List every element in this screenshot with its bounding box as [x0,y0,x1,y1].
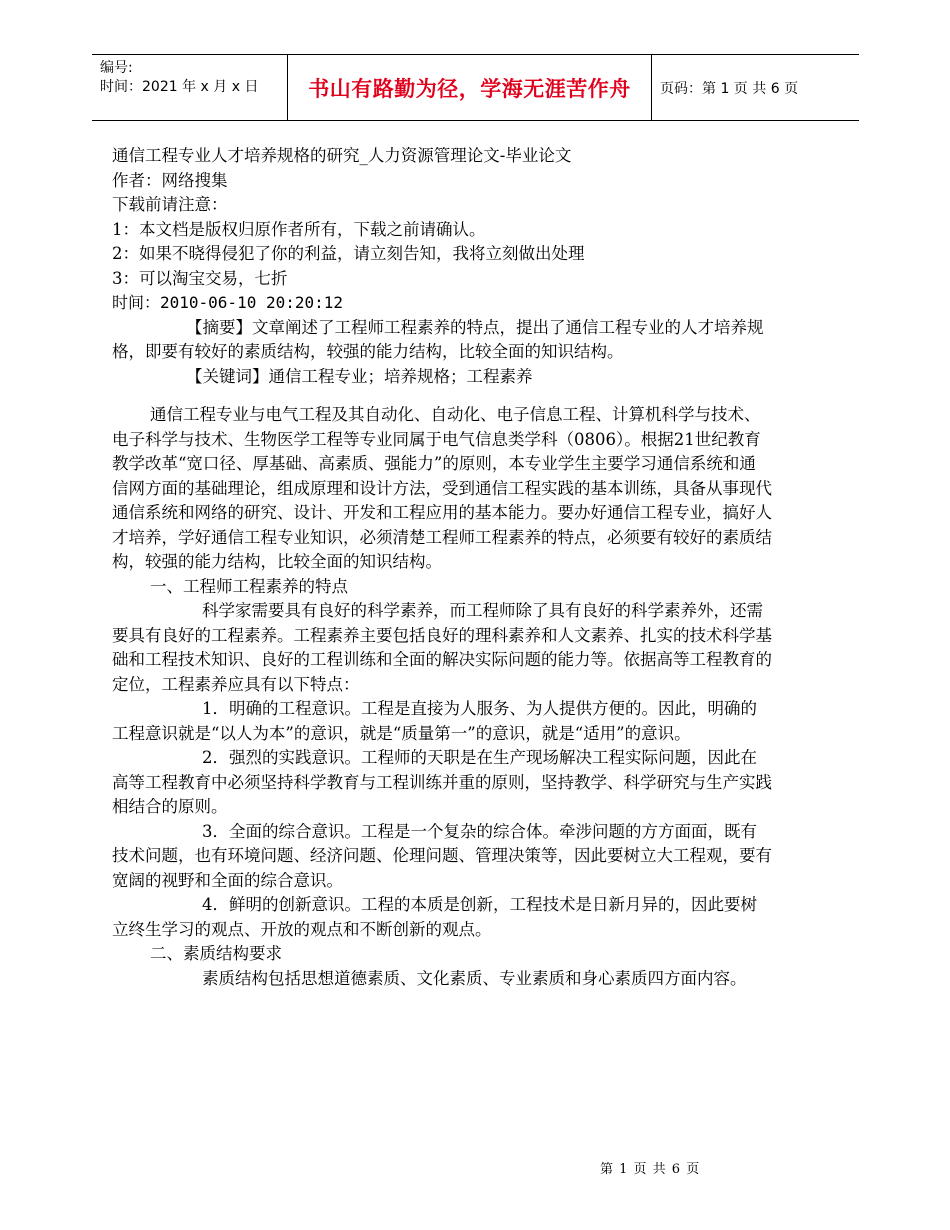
notice-heading: 下载前请注意： [112,195,228,214]
document-body [112,144,772,991]
header-time-label: 时间：2021 年 x 月 x 日 [100,79,259,95]
header-number-label: 编号: [100,60,133,76]
header-page-label: 页码：第 1 页 共 6 页 [660,80,799,97]
section1-point-3: 3．全面的综合意识。工程是一个复杂的综合体。牵涉问题的方方面面，既有技术问题，也有环境问题、经济问题、伦理问题、管理决策等，因此要树立大工程观，要有宽阔的视野和全面的综合意识。 [112,821,772,890]
notice-item-2: 2：如果不晓得侵犯了你的利益，请立刻告知，我将立刻做出处理 [112,244,585,263]
notice-item-1: 1：本文档是版权归原作者所有，下载之前请确认。 [112,219,486,239]
section1-point-2: 2．强烈的实践意识。工程师的天职是在生产现场解决工程实际问题，因此在高等工程教育中必须坚持科学教育与工程训练并重的原则，坚持教学、科学研究与生产实践相结合的原则。 [112,748,772,816]
section2-heading: 二、素质结构要求 [150,944,282,963]
doc-title: 通信工程专业人才培养规格的研究_人力资源管理论文-毕业论文 [112,146,572,165]
header-meta [92,55,287,120]
section1-heading: 一、工程师工程素养的特点 [150,576,348,596]
intro-paragraph: 通信工程专业与电气工程及其自动化、自动化、电子信息工程、计算机科学与技术、电子科学与技术、生物医学工程等专业同属于电气信息类学科（0806）。根据21世纪教育教学改革“宽口径、厚基础、高素质、强能力”的原则，本专业学生主要学习通信系统和通信网方面的基础理论，组成原理和设计方法，受到通信工程实践的基本训练，具备从事现代通信系统和网络的研究、设计、开发和工程应用的基本能力。要办好通信工程专业，搞好人才培养，学好通信工程专业知识，必须清楚工程师工程素养的特点，必须要有较好的素质结构，较强的能力结构，比较全面的知识结构。 [112,405,772,571]
page-header [92,54,859,121]
doc-time: 时间：2010-06-10 20:20:12 [112,293,344,312]
notice-item-3: 3：可以淘宝交易，七折 [112,268,288,288]
section1-intro: 科学家需要具有良好的科学素养，而工程师除了具有良好的科学素养外，还需要具有良好的工程素养。工程素养主要包括良好的理科素养和人文素养、扎实的技术科学基础和工程技术知识、良好的工程训练和全面的解决实际问题的能力等。依据高等工程教育的定位，工程素养应具有以下特点： [112,601,772,694]
keywords-paragraph: 【关键词】通信工程专业；培养规格；工程素养 [186,366,533,386]
section1-point-4: 4．鲜明的创新意识。工程的本质是创新，工程技术是日新月异的，因此要树立终生学习的观点、开放的观点和不断创新的观点。 [112,895,757,939]
section1-point-1: 1．明确的工程意识。工程是直接为人服务、为人提供方便的。因此，明确的工程意识就是“以人为本”的意识，就是“质量第一”的意识，就是“适用”的意识。 [112,699,757,743]
page-footer: 第 1 页 共 6 页 [600,1162,701,1177]
abstract-paragraph: 【摘要】文章阐述了工程师工程素养的特点，提出了通信工程专业的人才培养规格，即要有较好的素质结构，较强的能力结构，比较全面的知识结构。 [112,317,764,361]
doc-author: 作者：网络搜集 [112,170,228,190]
section2-intro: 素质结构包括思想道德素质、文化素质、专业素质和身心素质四方面内容。 [202,968,747,988]
header-motto: 书山有路勤为径，学海无涯苦作舟 [287,55,652,120]
